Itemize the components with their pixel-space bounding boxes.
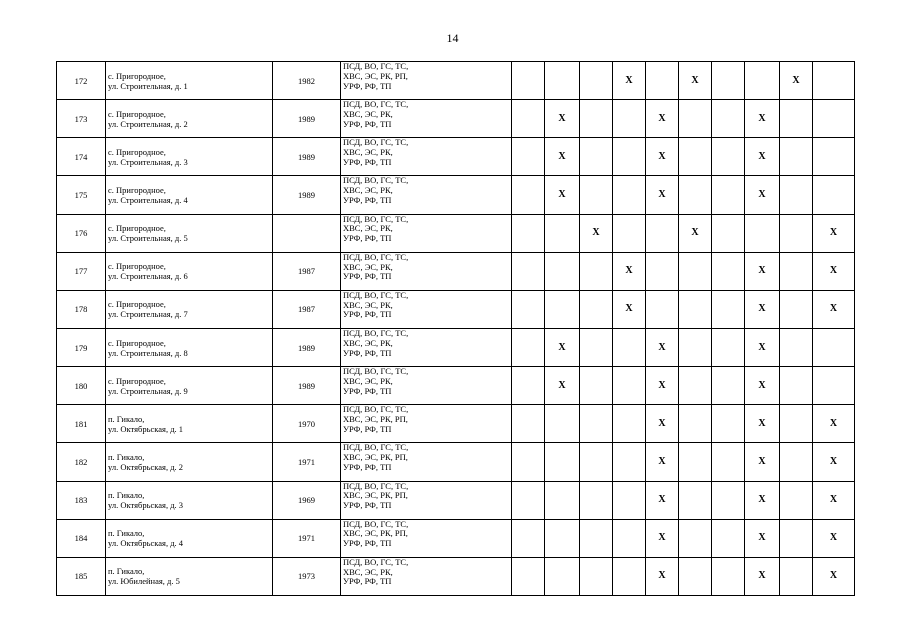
mark-cell [780,252,813,290]
mark-cell [613,481,646,519]
mark-cell [646,62,679,100]
systems-cell [341,290,512,328]
systems-line: ПСД, ВО, ГС, ТС, [343,175,409,186]
mark-cell: X [679,62,712,100]
systems-line: ПСД, ВО, ГС, ТС, [343,99,409,110]
row-number-cell: 181 [57,405,106,443]
systems-line: УРФ, РФ, ТП [343,195,392,206]
mark-cell [813,367,855,405]
systems-line: УРФ, РФ, ТП [343,118,392,129]
mark-cell: X [780,62,813,100]
table-row [57,519,855,557]
mark-cell [613,367,646,405]
mark-cell: X [745,252,780,290]
systems-line: УРФ, РФ, ТП [343,538,392,549]
mark-cell: X [745,100,780,138]
mark-cell: X [545,100,580,138]
mark-cell [545,252,580,290]
mark-cell [580,405,613,443]
address-street: ул. Строительная, д. 6 [108,271,188,282]
mark-cell [646,252,679,290]
mark-cell [580,138,613,176]
systems-cell [341,557,512,595]
systems-line: ПСД, ВО, ГС, ТС, [343,442,409,453]
mark-cell [712,214,745,252]
systems-line: ХВС, ЭС, РК, [343,337,393,348]
mark-cell: X [545,176,580,214]
mark-cell: X [646,405,679,443]
mark-cell [580,176,613,214]
systems-line: ПСД, ВО, ГС, ТС, [343,61,409,71]
systems-line: ХВС, ЭС, РК, РП, [343,490,408,501]
mark-cell [545,290,580,328]
mark-cell [580,557,613,595]
mark-cell [745,62,780,100]
mark-cell [512,62,545,100]
mark-cell [712,443,745,481]
mark-cell [679,252,712,290]
address-settlement: с. Пригородное, [108,375,166,386]
mark-cell [679,481,712,519]
mark-cell: X [745,138,780,176]
table-row [57,214,855,252]
mark-cell [679,443,712,481]
mark-cell: X [646,100,679,138]
mark-cell: X [745,367,780,405]
systems-line: ХВС, ЭС, РК, РП, [343,528,408,539]
year-cell: 1971 [273,519,341,557]
mark-cell [545,214,580,252]
row-number-cell: 184 [57,519,106,557]
address-settlement: п. Гикало, [108,413,145,424]
year-cell: 1989 [273,328,341,366]
year-cell: 1989 [273,367,341,405]
systems-line: ХВС, ЭС, РК, [343,261,393,272]
address-street: ул. Октябрьская, д. 2 [108,461,184,472]
address-settlement: с. Пригородное, [108,261,166,272]
mark-cell: X [613,62,646,100]
address-cell [106,557,273,595]
address-street: ул. Строительная, д. 8 [108,347,188,358]
mark-cell [580,290,613,328]
mark-cell [813,62,855,100]
buildings-table [56,61,855,596]
mark-cell [512,405,545,443]
mark-cell: X [745,328,780,366]
row-number-cell: 182 [57,443,106,481]
year-cell: 1969 [273,481,341,519]
mark-cell: X [545,138,580,176]
mark-cell: X [646,367,679,405]
mark-cell [712,405,745,443]
table-row [57,443,855,481]
mark-cell [712,176,745,214]
mark-cell [580,443,613,481]
mark-cell [512,443,545,481]
mark-cell: X [646,176,679,214]
mark-cell [780,481,813,519]
mark-cell [780,519,813,557]
systems-line: ХВС, ЭС, РК, [343,375,393,386]
address-street: ул. Строительная, д. 9 [108,385,188,396]
mark-cell [813,328,855,366]
address-settlement: п. Гикало, [108,451,145,462]
mark-cell [712,62,745,100]
address-settlement: с. Пригородное, [108,108,166,119]
mark-cell [780,557,813,595]
mark-cell: X [813,481,855,519]
mark-cell [512,252,545,290]
mark-cell [545,405,580,443]
systems-cell [341,62,512,100]
mark-cell [780,138,813,176]
mark-cell [512,100,545,138]
mark-cell [613,557,646,595]
systems-line: ХВС, ЭС, РК, РП, [343,452,408,463]
systems-cell [341,367,512,405]
systems-line: ХВС, ЭС, РК, РП, [343,414,408,425]
mark-cell: X [745,405,780,443]
address-settlement: с. Пригородное, [108,184,166,195]
address-cell [106,367,273,405]
address-street: ул. Октябрьская, д. 1 [108,423,184,434]
address-settlement: с. Пригородное, [108,337,166,348]
year-cell: 1987 [273,290,341,328]
address-cell [106,214,273,252]
address-street: ул. Строительная, д. 1 [108,80,188,91]
address-street: ул. Строительная, д. 7 [108,309,188,320]
mark-cell: X [613,252,646,290]
systems-cell [341,328,512,366]
systems-line: УРФ, РФ, ТП [343,576,392,587]
address-cell [106,405,273,443]
address-street: ул. Строительная, д. 4 [108,194,188,205]
table-row [57,328,855,366]
mark-cell [712,481,745,519]
year-cell: 1970 [273,405,341,443]
systems-line: ПСД, ВО, ГС, ТС, [343,404,409,415]
mark-cell [512,519,545,557]
mark-cell: X [813,557,855,595]
systems-line: УРФ, РФ, ТП [343,500,392,511]
row-number-cell: 175 [57,176,106,214]
mark-cell [545,62,580,100]
systems-line: ПСД, ВО, ГС, ТС, [343,290,409,300]
mark-cell [580,100,613,138]
mark-cell [512,290,545,328]
page-number: 14 [446,31,459,45]
address-settlement: с. Пригородное, [108,146,166,157]
row-number-cell: 173 [57,100,106,138]
address-street: ул. Октябрьская, д. 3 [108,500,184,511]
mark-cell: X [813,214,855,252]
mark-cell [780,214,813,252]
mark-cell [712,100,745,138]
mark-cell [813,138,855,176]
row-number-cell: 183 [57,481,106,519]
table-row [57,62,855,100]
mark-cell [813,176,855,214]
table-row [57,481,855,519]
systems-line: УРФ, РФ, ТП [343,233,392,244]
address-settlement: с. Пригородное, [108,223,166,234]
mark-cell [780,100,813,138]
address-cell [106,481,273,519]
year-cell: 1982 [273,62,341,100]
mark-cell: X [646,138,679,176]
systems-line: ПСД, ВО, ГС, ТС, [343,328,409,338]
systems-cell [341,443,512,481]
mark-cell [613,176,646,214]
systems-line: ХВС, ЭС, РК, РП, [343,70,408,81]
mark-cell: X [745,519,780,557]
address-settlement: п. Гикало, [108,566,145,577]
mark-cell [512,176,545,214]
address-cell [106,252,273,290]
address-settlement: п. Гикало, [108,528,145,539]
systems-line: УРФ, РФ, ТП [343,347,392,358]
mark-cell: X [745,443,780,481]
mark-cell: X [646,443,679,481]
address-cell [106,62,273,100]
mark-cell [580,367,613,405]
systems-line: ПСД, ВО, ГС, ТС, [343,252,409,262]
mark-cell: X [745,290,780,328]
mark-cell [613,405,646,443]
systems-line: ХВС, ЭС, РК, [343,147,393,158]
mark-cell [545,443,580,481]
table-row [57,405,855,443]
systems-cell [341,481,512,519]
mark-cell: X [813,405,855,443]
mark-cell [545,557,580,595]
table-row [57,557,855,595]
mark-cell [780,443,813,481]
systems-cell [341,519,512,557]
year-cell: 1987 [273,252,341,290]
mark-cell: X [745,176,780,214]
table-row [57,138,855,176]
systems-line: ПСД, ВО, ГС, ТС, [343,519,409,529]
mark-cell [679,328,712,366]
table-row [57,290,855,328]
mark-cell [780,367,813,405]
systems-line: ХВС, ЭС, РК, [343,299,393,310]
mark-cell [679,290,712,328]
mark-cell: X [679,214,712,252]
mark-cell [646,214,679,252]
mark-cell [613,519,646,557]
address-street: ул. Строительная, д. 5 [108,233,188,244]
mark-cell [580,62,613,100]
systems-cell [341,252,512,290]
row-number-cell: 177 [57,252,106,290]
systems-cell [341,176,512,214]
mark-cell [580,252,613,290]
mark-cell: X [813,443,855,481]
row-number-cell: 178 [57,290,106,328]
mark-cell: X [613,290,646,328]
systems-line: ПСД, ВО, ГС, ТС, [343,557,409,567]
year-cell: 1989 [273,138,341,176]
year-cell [273,214,341,252]
mark-cell [679,557,712,595]
systems-cell [341,138,512,176]
mark-cell [512,214,545,252]
mark-cell: X [813,519,855,557]
systems-line: ХВС, ЭС, РК, [343,108,393,119]
systems-cell [341,405,512,443]
mark-cell [712,138,745,176]
systems-line: ХВС, ЭС, РК, [343,223,393,234]
mark-cell: X [646,481,679,519]
mark-cell [613,100,646,138]
mark-cell [613,138,646,176]
address-street: ул. Юбилейная, д. 5 [108,576,180,587]
mark-cell [780,176,813,214]
mark-cell [679,176,712,214]
systems-line: ПСД, ВО, ГС, ТС, [343,481,409,491]
row-number-cell: 174 [57,138,106,176]
address-cell [106,100,273,138]
table-row [57,100,855,138]
address-cell [106,176,273,214]
table-row [57,176,855,214]
systems-line: ПСД, ВО, ГС, ТС, [343,366,409,377]
systems-line: УРФ, РФ, ТП [343,271,392,282]
systems-line: ХВС, ЭС, РК, [343,566,393,577]
row-number-cell: 176 [57,214,106,252]
mark-cell [545,481,580,519]
mark-cell [712,328,745,366]
address-cell [106,328,273,366]
address-cell [106,443,273,481]
mark-cell [512,328,545,366]
systems-line: УРФ, РФ, ТП [343,462,392,472]
systems-line: УРФ, РФ, ТП [343,156,392,167]
mark-cell: X [745,481,780,519]
mark-cell [712,367,745,405]
year-cell: 1989 [273,176,341,214]
address-street: ул. Октябрьская, д. 4 [108,538,184,549]
address-settlement: с. Пригородное, [108,299,166,310]
mark-cell [712,252,745,290]
mark-cell: X [813,290,855,328]
mark-cell [679,367,712,405]
systems-cell [341,100,512,138]
year-cell: 1971 [273,443,341,481]
systems-line: УРФ, РФ, ТП [343,309,392,320]
mark-cell [712,290,745,328]
mark-cell [613,443,646,481]
mark-cell [580,481,613,519]
mark-cell [712,557,745,595]
systems-line: ПСД, ВО, ГС, ТС, [343,137,409,148]
mark-cell [679,138,712,176]
mark-cell [580,519,613,557]
mark-cell [813,100,855,138]
mark-cell [712,519,745,557]
mark-cell [512,138,545,176]
mark-cell [679,519,712,557]
mark-cell [679,100,712,138]
mark-cell: X [646,328,679,366]
systems-line: УРФ, РФ, ТП [343,80,392,91]
address-cell [106,519,273,557]
year-cell: 1973 [273,557,341,595]
address-cell [106,138,273,176]
table-row [57,367,855,405]
mark-cell [545,519,580,557]
mark-cell: X [545,367,580,405]
mark-cell: X [646,519,679,557]
systems-line: ПСД, ВО, ГС, ТС, [343,214,409,224]
year-cell: 1989 [273,100,341,138]
mark-cell: X [580,214,613,252]
address-street: ул. Строительная, д. 3 [108,156,188,167]
row-number-cell: 179 [57,328,106,366]
mark-cell [512,557,545,595]
mark-cell [780,405,813,443]
address-settlement: п. Гикало, [108,490,145,501]
systems-line: УРФ, РФ, ТП [343,385,392,396]
mark-cell [646,290,679,328]
mark-cell [512,367,545,405]
row-number-cell: 185 [57,557,106,595]
mark-cell [613,214,646,252]
mark-cell [580,328,613,366]
row-number-cell: 172 [57,62,106,100]
row-number-cell: 180 [57,367,106,405]
mark-cell: X [745,557,780,595]
mark-cell [780,290,813,328]
mark-cell: X [646,557,679,595]
systems-line: ХВС, ЭС, РК, [343,185,393,196]
table-row [57,252,855,290]
mark-cell: X [813,252,855,290]
mark-cell: X [545,328,580,366]
address-street: ул. Строительная, д. 2 [108,118,188,129]
mark-cell [613,328,646,366]
mark-cell [512,481,545,519]
systems-cell [341,214,512,252]
systems-line: УРФ, РФ, ТП [343,423,392,434]
address-cell [106,290,273,328]
mark-cell [679,405,712,443]
mark-cell [780,328,813,366]
address-settlement: с. Пригородное, [108,70,166,81]
mark-cell [745,214,780,252]
